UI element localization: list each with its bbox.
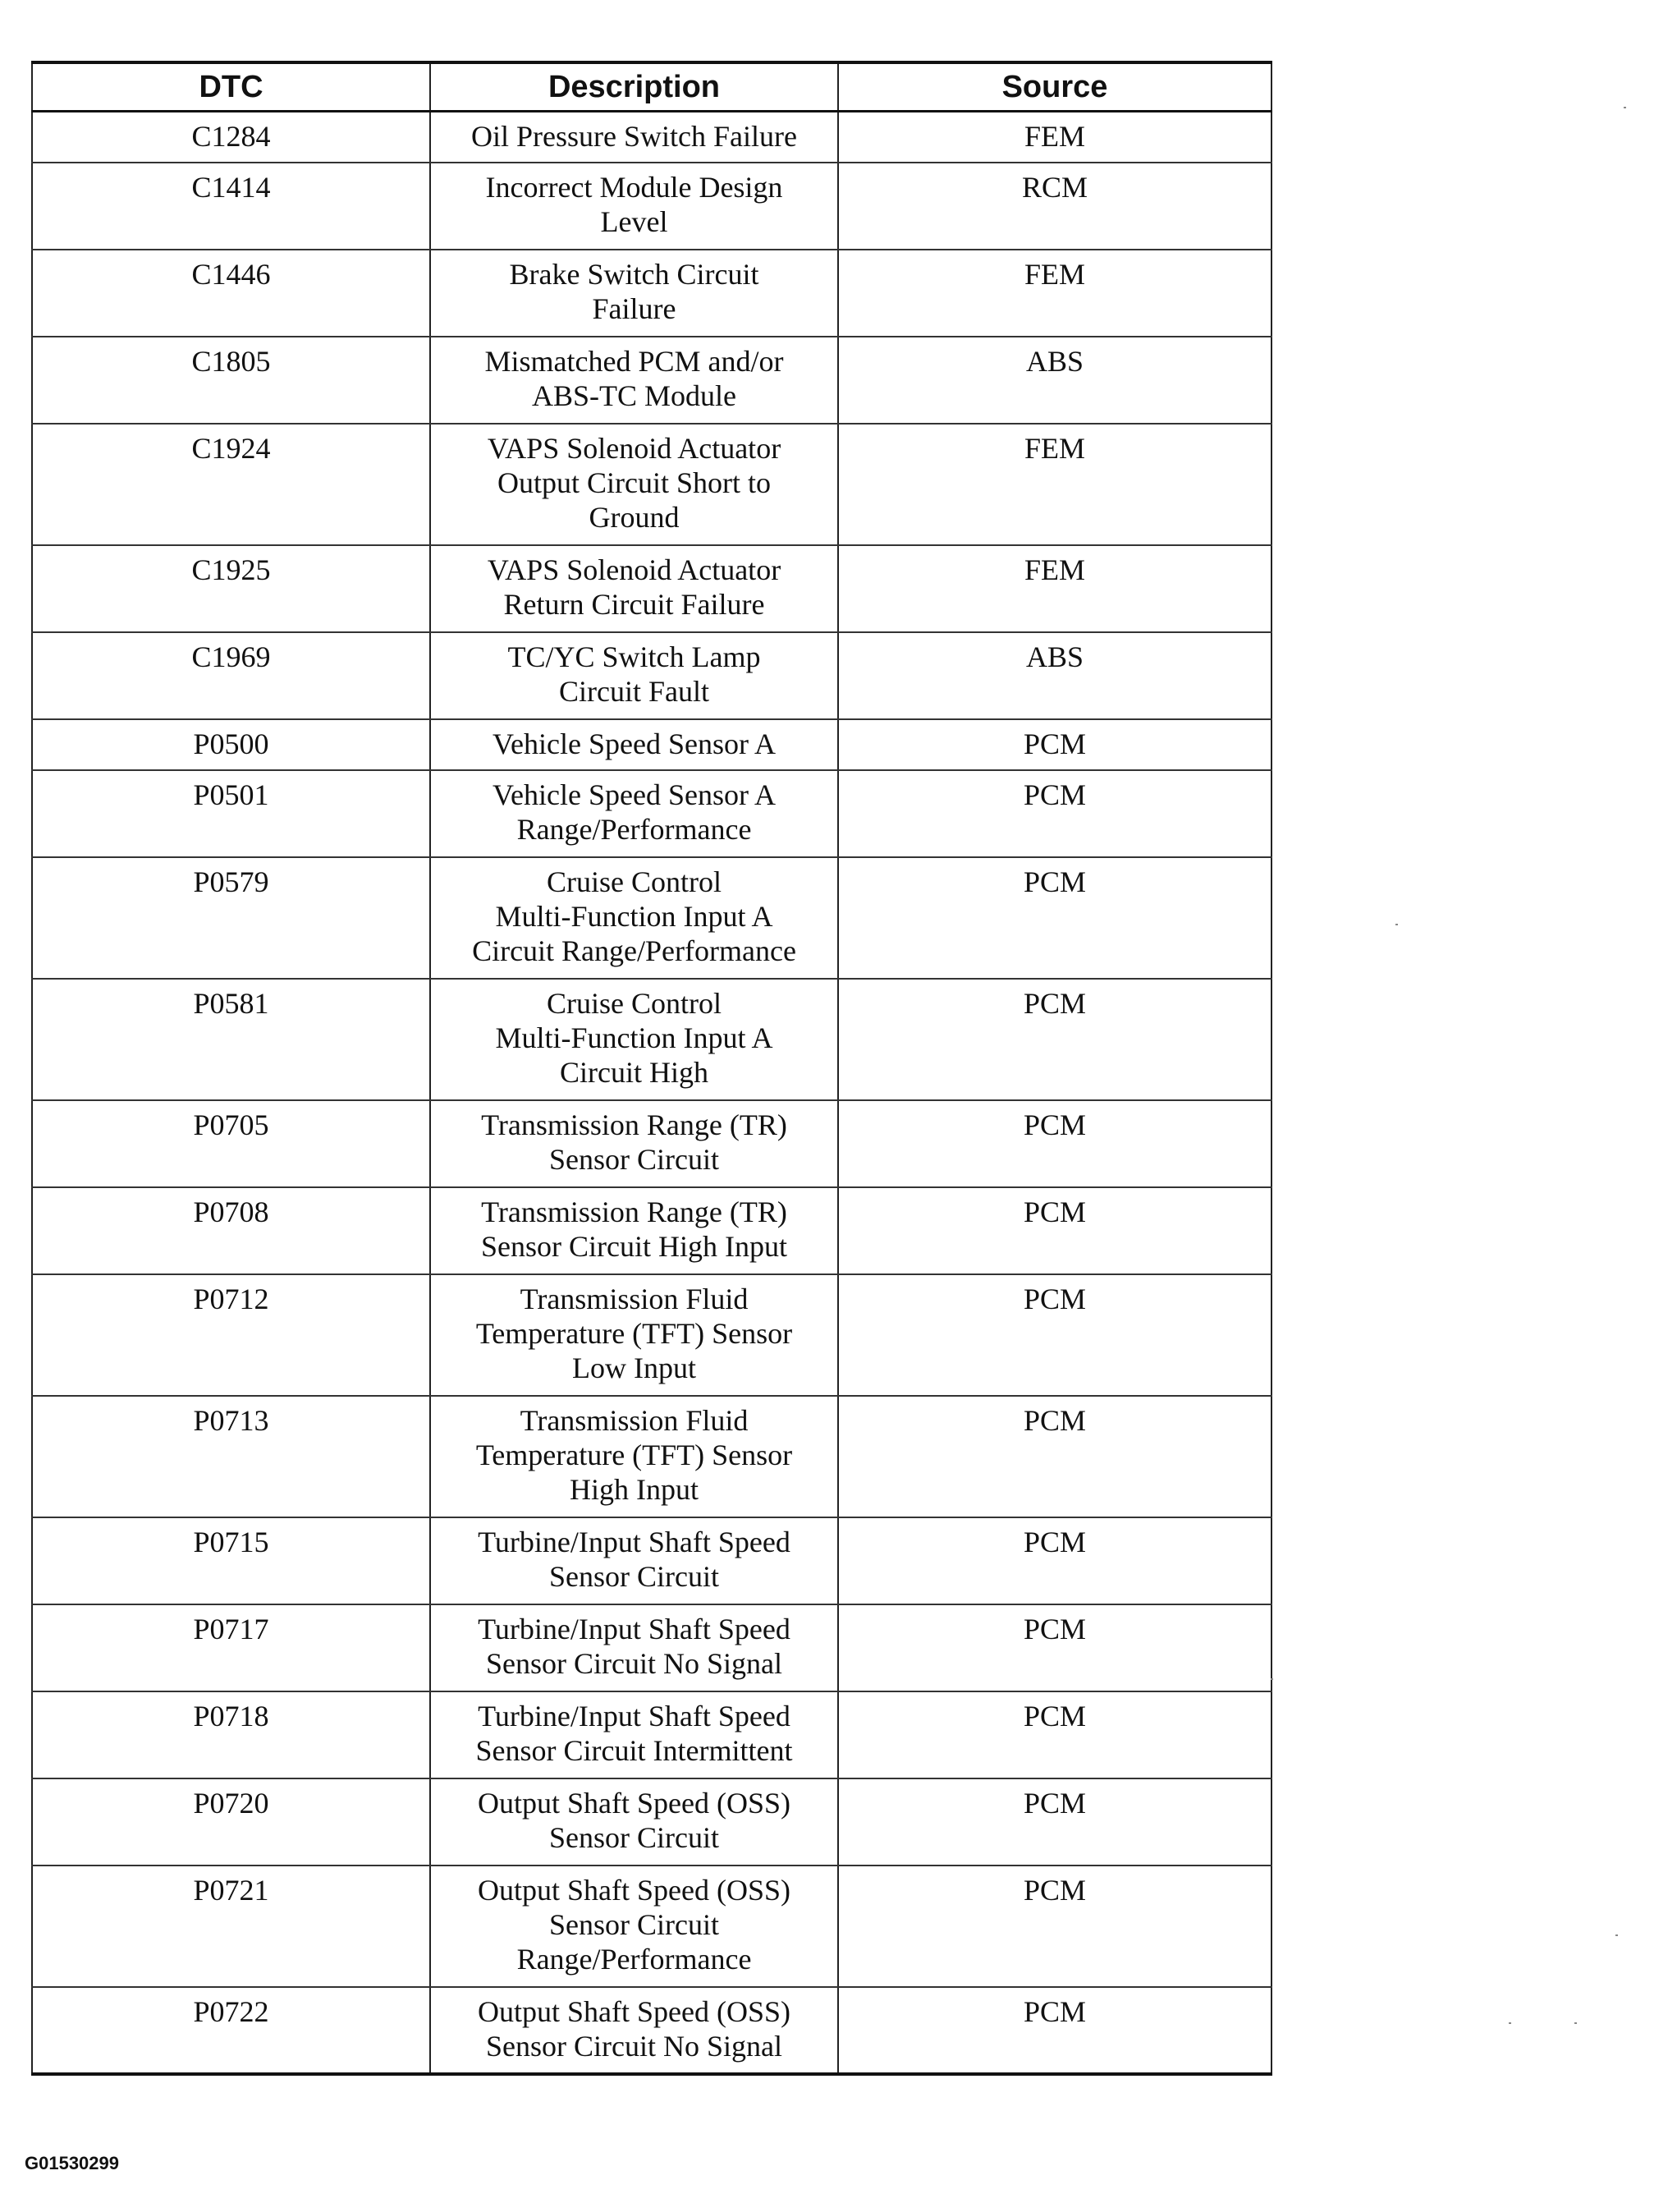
dtc-code-cell: C1284 [32, 112, 430, 163]
description-cell [430, 337, 838, 424]
dtc-code-cell: P0579 [32, 857, 430, 979]
table-row [32, 424, 1271, 545]
source-cell: PCM [838, 857, 1271, 979]
description-cell [430, 857, 838, 979]
description-line: Sensor Circuit [549, 1559, 719, 1593]
scan-speck [1509, 2022, 1511, 2024]
scan-speck [1395, 924, 1398, 925]
description-line: Range/Performance [516, 1942, 752, 1976]
table-row [32, 1100, 1271, 1187]
description-line: Transmission Range (TR) [481, 1108, 787, 1141]
description-cell [430, 1866, 838, 1987]
table-row [32, 1187, 1271, 1274]
description-line: ABS-TC Module [531, 379, 736, 412]
header-source: Source [838, 62, 1271, 112]
description-line: Turbine/Input Shaft Speed [478, 1525, 790, 1558]
source-cell: PCM [838, 979, 1271, 1100]
table-row [32, 545, 1271, 632]
source-cell: PCM [838, 1274, 1271, 1396]
source-cell: PCM [838, 1778, 1271, 1866]
description-cell [430, 250, 838, 337]
dtc-code-cell: P0722 [32, 1987, 430, 2074]
scan-speck [1271, 1678, 1273, 1680]
description-cell [430, 1517, 838, 1604]
dtc-code-cell: P0720 [32, 1778, 430, 1866]
source-cell: PCM [838, 1517, 1271, 1604]
description-line: Multi-Function Input A [495, 899, 773, 933]
figure-id-label: G01530299 [25, 2153, 119, 2173]
header-row [32, 62, 1271, 112]
description-line: High Input [570, 1472, 699, 1506]
table-row [32, 1778, 1271, 1866]
dtc-code-cell: C1414 [32, 163, 430, 250]
description-cell [430, 979, 838, 1100]
description-line: Sensor Circuit [549, 1142, 719, 1176]
description-line: Sensor Circuit Intermittent [475, 1733, 793, 1767]
dtc-code-cell: C1805 [32, 337, 430, 424]
description-cell [430, 719, 838, 770]
description-line: Turbine/Input Shaft Speed [478, 1612, 790, 1645]
description-line: Transmission Range (TR) [481, 1195, 787, 1228]
source-cell: FEM [838, 545, 1271, 632]
description-cell [430, 163, 838, 250]
description-cell [430, 1396, 838, 1517]
header-description: Description [430, 62, 838, 112]
description-cell [430, 1778, 838, 1866]
description-cell [430, 1100, 838, 1187]
description-line: Circuit High [560, 1055, 708, 1089]
source-cell: FEM [838, 250, 1271, 337]
description-line: Output Shaft Speed (OSS) [478, 1994, 790, 2028]
dtc-code-cell: C1969 [32, 632, 430, 719]
table-body [32, 112, 1271, 2074]
source-cell: FEM [838, 112, 1271, 163]
source-cell: PCM [838, 770, 1271, 857]
description-line: Sensor Circuit No Signal [486, 2029, 782, 2063]
dtc-code-cell: C1925 [32, 545, 430, 632]
table-row [32, 719, 1271, 770]
description-line: Incorrect Module Design [485, 170, 783, 204]
description-cell [430, 770, 838, 857]
description-line: Transmission Fluid [520, 1403, 749, 1437]
scan-speck [1624, 107, 1626, 108]
description-line: Return Circuit Failure [503, 587, 765, 621]
table-row [32, 1517, 1271, 1604]
description-line: Circuit Range/Performance [472, 934, 796, 967]
description-line: Output Shaft Speed (OSS) [478, 1786, 790, 1820]
table-row [32, 1274, 1271, 1396]
description-line: VAPS Solenoid Actuator [487, 431, 781, 465]
table-row [32, 979, 1271, 1100]
table-row [32, 1691, 1271, 1778]
table-row [32, 857, 1271, 979]
description-cell [430, 1987, 838, 2074]
dtc-code-cell: P0712 [32, 1274, 430, 1396]
dtc-code-cell: P0581 [32, 979, 430, 1100]
description-line: Turbine/Input Shaft Speed [478, 1699, 790, 1732]
description-line: Vehicle Speed Sensor A [493, 778, 776, 811]
description-line: TC/YC Switch Lamp [507, 640, 761, 673]
source-cell: PCM [838, 1100, 1271, 1187]
source-cell: PCM [838, 1604, 1271, 1691]
description-line: Range/Performance [516, 812, 752, 846]
dtc-table [31, 61, 1272, 2076]
description-line: Transmission Fluid [520, 1282, 749, 1315]
table-row [32, 112, 1271, 163]
table-row [32, 1604, 1271, 1691]
table-row [32, 1866, 1271, 1987]
description-cell [430, 1691, 838, 1778]
table-row [32, 250, 1271, 337]
description-line: Multi-Function Input A [495, 1021, 773, 1054]
scan-speck [1615, 1934, 1618, 1936]
description-line: Mismatched PCM and/or [484, 344, 784, 378]
source-cell: ABS [838, 337, 1271, 424]
header-dtc: DTC [32, 62, 430, 112]
dtc-code-cell: C1446 [32, 250, 430, 337]
table-row [32, 632, 1271, 719]
dtc-code-cell: C1924 [32, 424, 430, 545]
source-cell: RCM [838, 163, 1271, 250]
description-line: Low Input [572, 1351, 696, 1384]
dtc-code-cell: P0708 [32, 1187, 430, 1274]
description-line: Failure [592, 291, 676, 325]
description-cell [430, 545, 838, 632]
dtc-code-cell: P0500 [32, 719, 430, 770]
description-line: Circuit Fault [559, 674, 709, 708]
table-row [32, 1396, 1271, 1517]
source-cell: PCM [838, 1866, 1271, 1987]
description-line: Temperature (TFT) Sensor [475, 1316, 793, 1350]
description-cell [430, 1187, 838, 1274]
description-cell [430, 632, 838, 719]
scan-speck [1574, 2022, 1577, 2024]
source-cell: ABS [838, 632, 1271, 719]
description-cell [430, 1604, 838, 1691]
description-cell [430, 1274, 838, 1396]
description-line: Sensor Circuit [549, 1907, 719, 1941]
source-cell: PCM [838, 1396, 1271, 1517]
dtc-code-cell: P0715 [32, 1517, 430, 1604]
description-line: Sensor Circuit [549, 1820, 719, 1854]
description-cell [430, 112, 838, 163]
description-line: Cruise Control [547, 986, 722, 1020]
dtc-code-cell: P0713 [32, 1396, 430, 1517]
source-cell: FEM [838, 424, 1271, 545]
description-line: Ground [589, 500, 680, 534]
description-line: Output Circuit Short to [497, 466, 771, 499]
description-line: Sensor Circuit High Input [481, 1229, 787, 1263]
description-line: Oil Pressure Switch Failure [471, 120, 797, 153]
description-line: Brake Switch Circuit [509, 257, 759, 291]
table-row [32, 1987, 1271, 2074]
description-line: Temperature (TFT) Sensor [475, 1438, 793, 1471]
source-cell: PCM [838, 1691, 1271, 1778]
dtc-code-cell: P0721 [32, 1866, 430, 1987]
source-cell: PCM [838, 1187, 1271, 1274]
description-line: Level [600, 204, 668, 238]
table-row [32, 770, 1271, 857]
dtc-code-cell: P0718 [32, 1691, 430, 1778]
description-line: Output Shaft Speed (OSS) [478, 1873, 790, 1907]
description-cell [430, 424, 838, 545]
table-header [32, 62, 1271, 112]
table-row [32, 163, 1271, 250]
dtc-code-cell: P0501 [32, 770, 430, 857]
description-line: VAPS Solenoid Actuator [487, 553, 781, 586]
dtc-code-cell: P0705 [32, 1100, 430, 1187]
dtc-code-cell: P0717 [32, 1604, 430, 1691]
description-line: Sensor Circuit No Signal [486, 1646, 782, 1680]
table-row [32, 337, 1271, 424]
source-cell: PCM [838, 1987, 1271, 2074]
description-line: Vehicle Speed Sensor A [493, 727, 776, 760]
source-cell: PCM [838, 719, 1271, 770]
description-line: Cruise Control [547, 865, 722, 898]
